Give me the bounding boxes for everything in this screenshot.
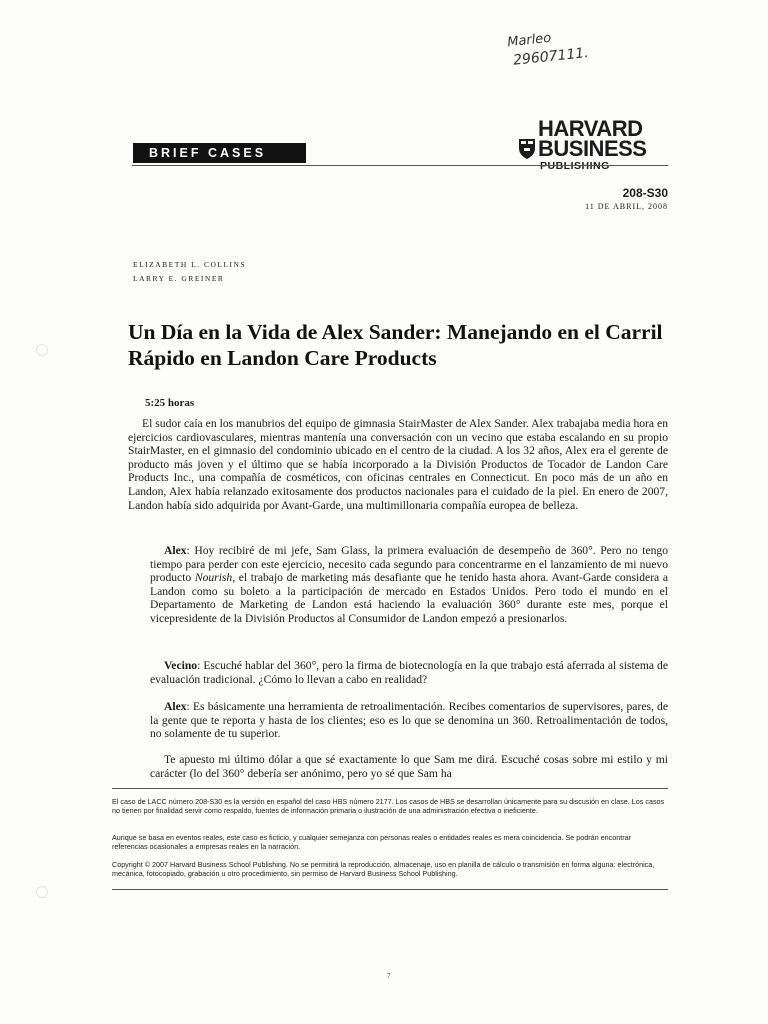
dialogue-text: : Es básicamente una herramienta de retroalimentación. Recibes comentarios de supervisores, pares, de la gente que te reporta y hasta de los clientes; eso es lo que se denomina un 360. Retroalimentación de todos, no solamente de tu superior. xyxy=(150,700,668,741)
logo-line-publishing: PUBLISHING xyxy=(540,160,610,172)
logo-line-harvard: HARVARD xyxy=(538,116,643,141)
document-date: 11 DE ABRIL, 2008 xyxy=(585,202,668,211)
handwritten-line: 29607111. xyxy=(512,44,590,69)
dialogue-text: : Hoy recibiré de mi jefe, Sam Glass, la primera evaluación de desempeño de 360°. Pero no tengo tiempo para perder con este ejercicio, necesito cada segundo para concentrarme en el lanzamiento de mi nuevo producto xyxy=(150,544,668,585)
harvard-veritas-shield-icon xyxy=(518,138,536,160)
brief-cases-banner: BRIEF CASES xyxy=(133,143,306,163)
speaker-label: Alex xyxy=(164,544,187,557)
dialogue-paragraph xyxy=(150,659,668,686)
document-number: 208-S30 xyxy=(622,186,668,200)
speaker-label: Vecino xyxy=(164,659,198,672)
author-name: ELIZABETH L. COLLINS xyxy=(133,260,247,269)
speaker-label: Alex xyxy=(164,700,187,713)
dialogue-paragraph: Te apuesto mi último dólar a que sé exactamente lo que Sam me dirá. Escuché cosas sobre mi estilo y mi carácter (lo del 360° debería ser anónimo, pero yo sé que Sam ha xyxy=(150,753,668,780)
product-name: Nourish xyxy=(194,571,233,585)
dialogue-paragraph xyxy=(150,544,668,626)
time-heading: 5:25 horas xyxy=(145,397,195,409)
dialogue-text: , el trabajo de marketing más desafiante que he tenido hasta ahora. Avant-Garde considera a Landon como su boleto a la participación de mercado en Estados Unidos. Pero todo el mundo en el Departamento de Marketing de Landon está haciendo la evaluación 360° durante este mes, porque el vicepresidente de la División Productos al Consumidor de Landon empezó a presionarlos. xyxy=(150,571,668,625)
dialogue-text: : Escuché hablar del 360°, pero la firma de biotecnología en la que trabajo está aferrada al sistema de evaluación tradicional. ¿Cómo lo llevan a cabo en realidad? xyxy=(150,659,668,686)
author-name: LARRY E. GREINER xyxy=(133,274,225,283)
footnote-text: Aunque se basa en eventos reales, este caso es ficticio, y cualquier semejanza con personas reales o entidades reales es mera coincidencia. Se podrán encontrar referencias ocasionales a empresas reales en la narración. xyxy=(112,833,632,851)
punch-hole xyxy=(36,886,48,898)
copyright-text: Copyright © 2007 Harvard Business School Publishing. No se permitirá la reproducción, almacenaje, uso en planilla de cálculo o transmisión en forma alguna: electrónica, mecánica, fotocopiado, grabación u otro procedimiento, sin permiso de Harvard Business School Publishing. xyxy=(112,860,655,878)
handwritten-note xyxy=(506,22,629,70)
page-number: 7 xyxy=(387,972,391,980)
punch-hole xyxy=(36,344,48,356)
handwritten-line: Marleo xyxy=(506,30,552,51)
dialogue-paragraph xyxy=(150,700,668,741)
footnote-bottom-rule xyxy=(112,889,668,890)
case-title: Un Día en la Vida de Alex Sander: Manejando en el Carril Rápido en Landon Care Products xyxy=(128,320,663,370)
intro-paragraph: El sudor caía en los manubrios del equipo de gimnasia StairMaster de Alex Sander. Alex trabajaba media hora en ejercicios cardiovasculares, mientras mantenía una conversación con un vecino que estaba escalando en su propio StairMaster, en el gimnasio del condominio ubicado en el centro de la ciudad. A los 32 años, Alex era el gerente de producto más joven y el último que se había incorporado a la División Productos de Tocador de Landon Care Products Inc., una compañía de cosméticos, con oficinas centrales en Connecticut. En poco más de un año en Landon, Alex había relanzado exitosamente dos productos nacionales para el cuidado de la piel. En enero de 2007, Landon había sido adquirida por Avant-Garde, una multimillonaria compañía europea de belleza. xyxy=(128,417,668,512)
footnote-text: El caso de LACC número 208-S30 es la versión en español del caso HBS número 2177. Los casos de HBS se desarrollan únicamente para su discusión en clase. Los casos no tienen por finalidad servir como respaldo, fuentes de información primaria o ilustración de una administración efectiva o ineficiente. xyxy=(112,797,665,815)
footnote-rule xyxy=(112,788,668,789)
header-rule xyxy=(132,165,668,166)
logo-line-business: BUSINESS xyxy=(538,136,647,161)
